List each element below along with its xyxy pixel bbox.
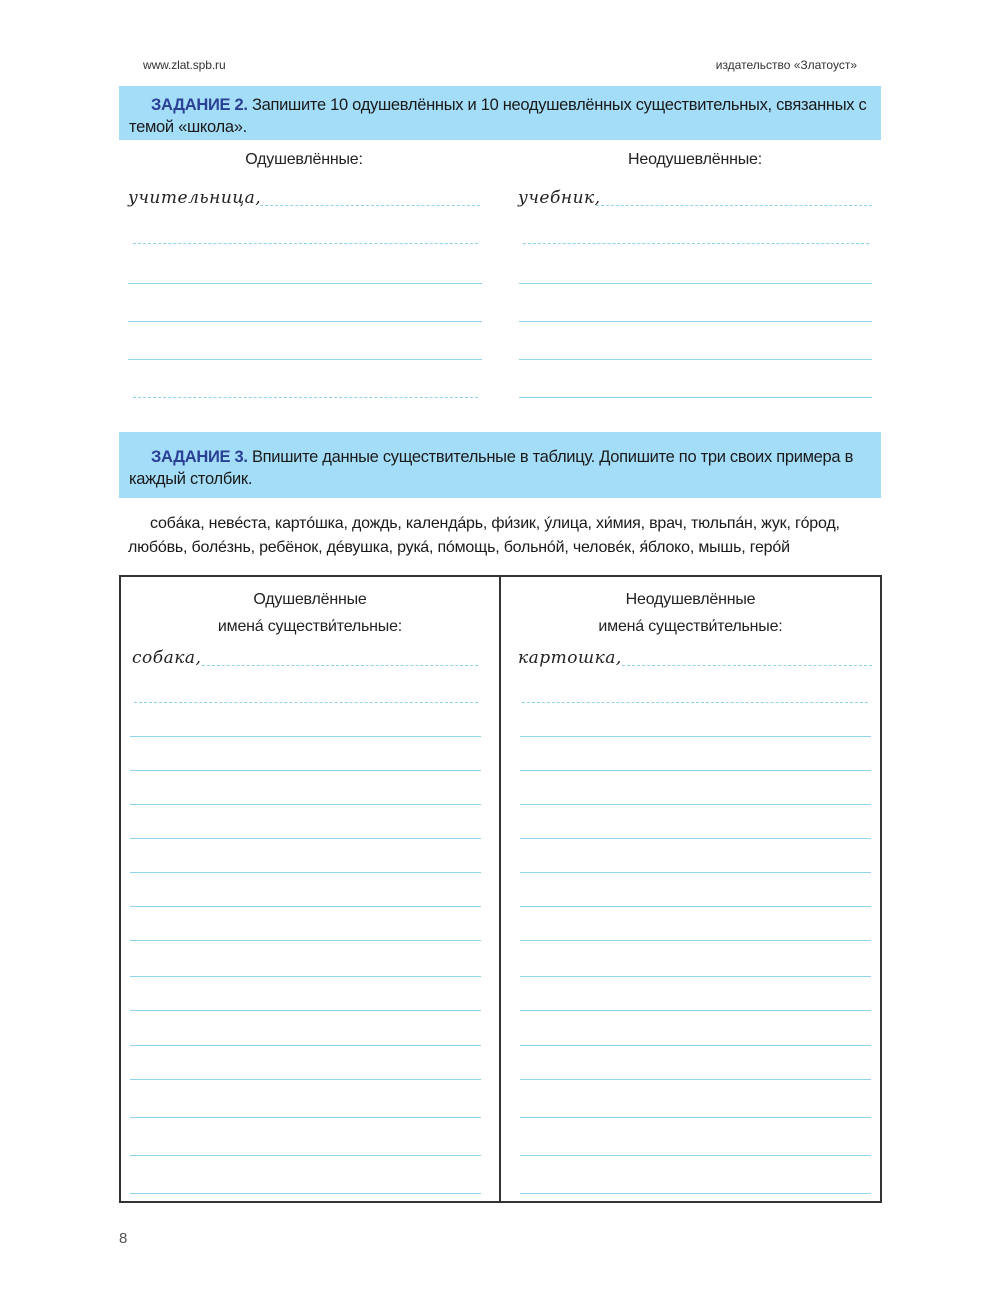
table-writing-line[interactable] — [622, 665, 872, 666]
table-inanimate-header — [501, 586, 880, 640]
table-writing-line[interactable] — [130, 940, 481, 941]
table-writing-line[interactable] — [520, 1155, 871, 1156]
writing-line[interactable] — [128, 283, 482, 284]
table-writing-line[interactable] — [202, 665, 478, 666]
table-animate-header-line2: именá существи́тельные: — [217, 618, 403, 635]
table-inanimate-header-line2: именá существи́тельные: — [598, 618, 783, 635]
writing-line[interactable] — [128, 321, 482, 322]
writing-line[interactable] — [596, 205, 872, 206]
task-3-label: ЗАДАНИЕ 3. — [151, 448, 248, 466]
site-url[interactable]: www.zlat.spb.ru — [143, 58, 226, 72]
table-writing-line[interactable] — [130, 1045, 481, 1046]
writing-line[interactable] — [260, 205, 480, 206]
task-3-instructions: Впишите данные существительные в таблицу. Допишите по три своих примера в каждый столбик. — [129, 448, 854, 488]
task-2-inanimate-example: учебник, — [518, 188, 601, 208]
table-animate-header-line1: Одушевлённые — [253, 591, 367, 608]
writing-line[interactable] — [133, 243, 478, 244]
table-writing-line[interactable] — [130, 1079, 481, 1080]
table-writing-line[interactable] — [520, 770, 871, 771]
table-writing-line[interactable] — [520, 976, 871, 977]
task-2-banner — [119, 86, 881, 140]
table-divider — [499, 575, 501, 1203]
table-writing-line[interactable] — [520, 872, 871, 873]
publisher-name: издательство «Златоуст» — [715, 58, 857, 72]
table-writing-line[interactable] — [522, 702, 868, 703]
writing-line[interactable] — [519, 359, 872, 360]
table-writing-line[interactable] — [130, 770, 481, 771]
table-writing-line[interactable] — [520, 804, 871, 805]
task-2-animate-example: учительница, — [128, 188, 262, 208]
word-list: собáка, невéста, картóшка, дождь, календáрь, фи́зик, ýлица, хи́мия, врач, тюльпáн, жук, гóрод, любóвь, болéзнь, ребёнок, дéвушка, рукá, пóмощь, больнóй, человéк, я́блоко, мышь, герóй — [128, 515, 840, 556]
writing-line[interactable] — [133, 397, 478, 398]
table-writing-line[interactable] — [520, 838, 871, 839]
writing-line[interactable] — [519, 321, 872, 322]
table-writing-line[interactable] — [520, 736, 871, 737]
table-animate-header — [121, 586, 499, 640]
table-writing-line[interactable] — [520, 1117, 871, 1118]
table-writing-line[interactable] — [130, 906, 481, 907]
table-writing-line[interactable] — [520, 1010, 871, 1011]
table-writing-line[interactable] — [130, 736, 481, 737]
table-writing-line[interactable] — [130, 1117, 481, 1118]
writing-line[interactable] — [519, 397, 872, 398]
task-3-banner — [119, 432, 881, 498]
table-writing-line[interactable] — [130, 1155, 481, 1156]
task-2-inanimate-title: Неодушевлённые: — [628, 151, 762, 168]
writing-line[interactable] — [519, 283, 872, 284]
table-writing-line[interactable] — [520, 1045, 871, 1046]
writing-line[interactable] — [523, 243, 869, 244]
page-number: 8 — [119, 1230, 128, 1247]
task-2-animate-title: Одушевлённые: — [245, 151, 363, 168]
table-writing-line[interactable] — [130, 872, 481, 873]
table-writing-line[interactable] — [130, 838, 481, 839]
table-writing-line[interactable] — [520, 940, 871, 941]
table-writing-line[interactable] — [134, 702, 478, 703]
task-2-label: ЗАДАНИЕ 2. — [151, 96, 248, 114]
table-inanimate-example: картошка, — [518, 648, 622, 668]
table-writing-line[interactable] — [130, 1010, 481, 1011]
table-writing-line[interactable] — [520, 1079, 871, 1080]
table-writing-line[interactable] — [520, 906, 871, 907]
table-writing-line[interactable] — [130, 804, 481, 805]
task-2-instructions: Запишите 10 одушевлённых и 10 неодушевлённых существительных, связанных с темой «школа». — [129, 96, 867, 136]
table-animate-example: собака, — [132, 648, 202, 668]
table-inanimate-header-line1: Неодушевлённые — [625, 591, 756, 608]
writing-line[interactable] — [128, 359, 482, 360]
table-writing-line[interactable] — [130, 976, 481, 977]
table-writing-line[interactable] — [130, 1193, 481, 1194]
table-writing-line[interactable] — [520, 1193, 871, 1194]
